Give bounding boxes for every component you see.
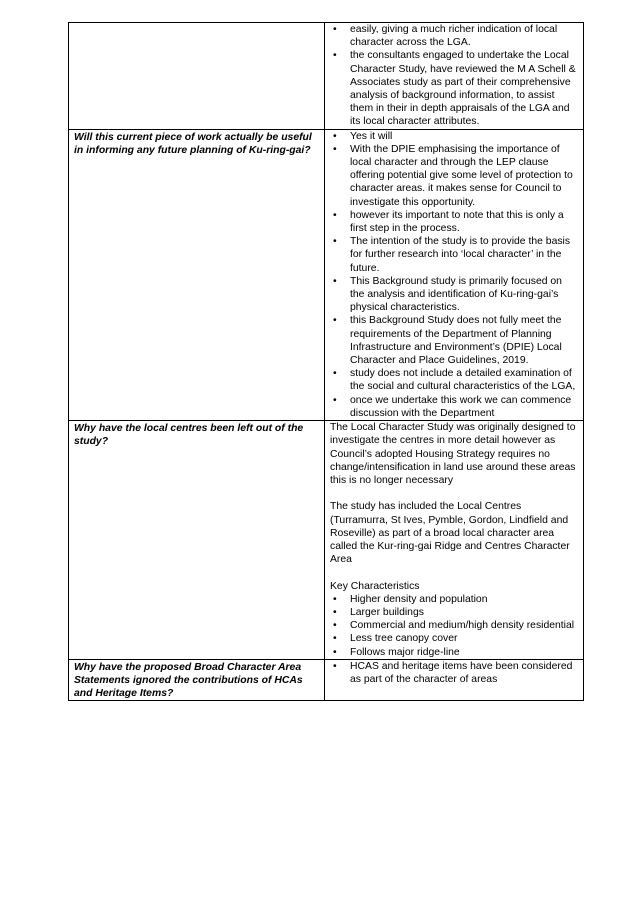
answer-paragraph: The Local Character Study was originally designed to investigate the centres in more detail however as Council’s adopted Housing Strategy requires no change/intensification in land use around these areas this is no longer necessary bbox=[330, 422, 576, 486]
bullet-list bbox=[330, 130, 579, 420]
table-row bbox=[69, 23, 584, 130]
list-item: • Larger buildings bbox=[330, 606, 579, 619]
qa-table bbox=[68, 22, 584, 701]
bullet-list bbox=[330, 593, 579, 659]
list-item: • the consultants engaged to undertake the Local Character Study, have reviewed the M A Schell & Associates study as part of their comprehensive analysis of background information, to assist them in their in depth appraisals of the LGA and its local character attributes. bbox=[330, 49, 579, 128]
list-item: • Follows major ridge-line bbox=[330, 646, 579, 659]
list-item: • Less tree canopy cover bbox=[330, 632, 579, 645]
document-page bbox=[68, 22, 579, 701]
table-row bbox=[69, 659, 584, 701]
list-item: • Commercial and medium/high density residential bbox=[330, 619, 579, 632]
bullet-list bbox=[330, 660, 579, 686]
table-row bbox=[69, 129, 584, 420]
list-item: • however its important to note that this is only a first step in the process. bbox=[330, 209, 579, 235]
question-cell bbox=[69, 23, 325, 130]
answer-cell bbox=[325, 129, 584, 420]
list-item: • HCAS and heritage items have been considered as part of the character of areas bbox=[330, 660, 579, 686]
question-cell: Will this current piece of work actually be useful in informing any future planning of Ku-ring-gai? bbox=[69, 129, 325, 420]
list-item: • this Background Study does not fully meet the requirements of the Department of Planning Infrastructure and Environment’s (DPIE) Local Character and Place Guidelines, 2019. bbox=[330, 314, 579, 367]
list-heading: Key Characteristics bbox=[330, 580, 420, 592]
question-cell: Why have the local centres been left out of the study? bbox=[69, 421, 325, 660]
list-item: • This Background study is primarily focused on the analysis and identification of Ku-ring-gai’s physical characteristics. bbox=[330, 275, 579, 315]
answer-cell bbox=[325, 23, 584, 130]
answer-paragraph: The study has included the Local Centres (Turramurra, St Ives, Pymble, Gordon, Lindfield and Roseville) as part of a broad local character area called the Kur-ring-gai Ridge and Centres Character Area bbox=[330, 501, 570, 566]
answer-cell bbox=[325, 421, 584, 660]
list-item: • Higher density and population bbox=[330, 593, 579, 606]
list-item: • study does not include a detailed examination of the social and cultural characteristics of the LGA, bbox=[330, 367, 579, 393]
list-item: • Yes it will bbox=[330, 130, 579, 143]
list-item: • With the DPIE emphasising the importance of local character and through the LEP clause offering potential give some level of protection to character areas. it makes sense for Council to investigate this opportunity. bbox=[330, 143, 579, 209]
list-item: • easily, giving a much richer indication of local character across the LGA. bbox=[330, 23, 579, 49]
table-row bbox=[69, 421, 584, 660]
list-item: • once we undertake this work we can commence discussion with the Department bbox=[330, 394, 579, 420]
list-item: • The intention of the study is to provide the basis for further research into ‘local character’ in the future. bbox=[330, 235, 579, 275]
question-cell: Why have the proposed Broad Character Area Statements ignored the contributions of HCAs and Heritage Items? bbox=[69, 659, 325, 701]
bullet-list bbox=[330, 23, 579, 129]
answer-cell bbox=[325, 659, 584, 701]
